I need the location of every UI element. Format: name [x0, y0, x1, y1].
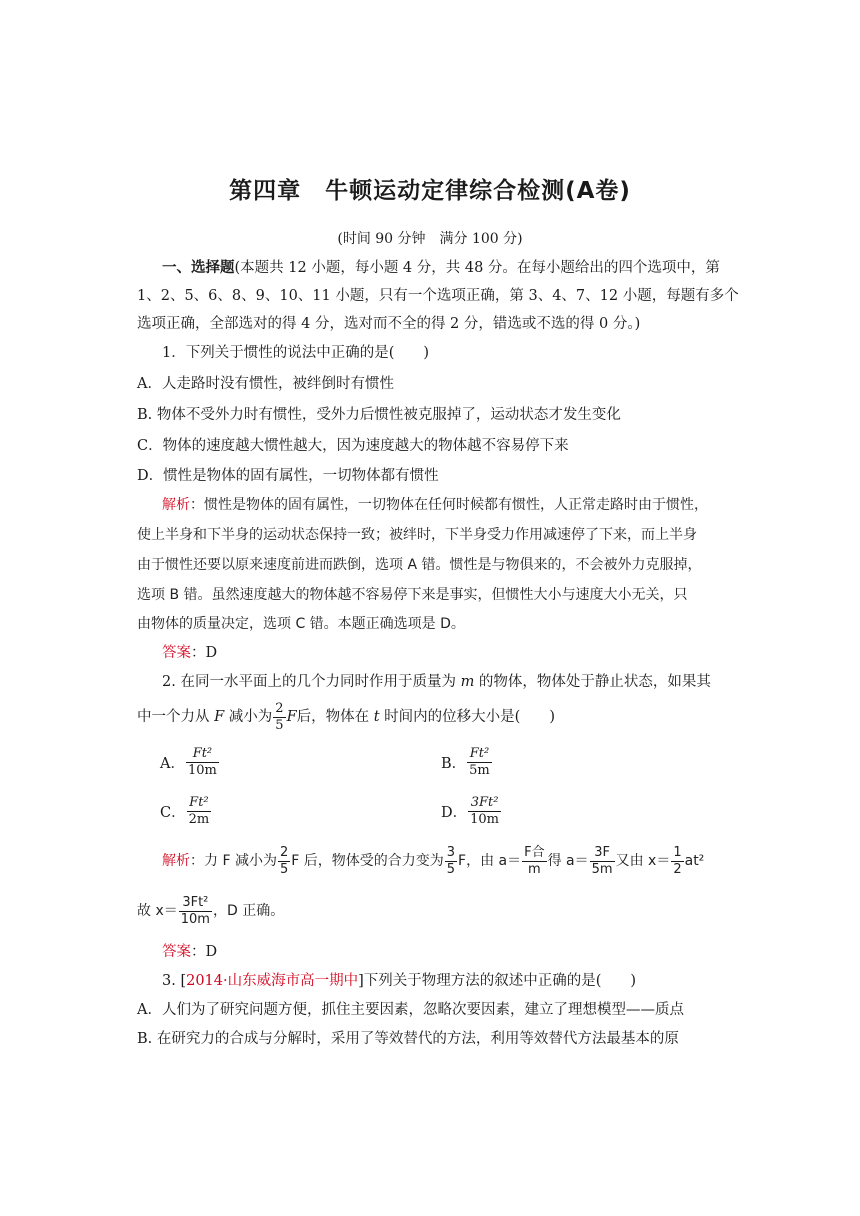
q1-analysis-line-5: 由物体的质量决定，选项 C 错。本题正确选项是 D。	[137, 616, 465, 632]
q3-option-a: A．人们为了研究问题方便，抓住主要因素，忽略次要因素，建立了理想模型——质点	[137, 1002, 684, 1018]
q2-stem-line-1: 2. 在同一水平面上的几个力同时作用于质量为 m 的物体，物体处于静止状态，如果其	[162, 674, 711, 690]
q2-analysis-line-1: 解析：力 F 减小为 $\frac{2}{5}$ F 后，物体受的合力变为 $\frac{3}{5}$ F，由 a＝ $\frac{\text{F合}}{m}$ 得 a＝ $\frac{3F}{5m}$ 又由 x＝ $\frac{1}{2}$ at²	[162, 844, 705, 877]
fraction-two-fifths: $\frac{2}{5}$	[275, 700, 284, 733]
q2-option-d: D． $\frac{\text{3Ft²}}{10m}$	[441, 795, 500, 827]
section-instructions-line-1: 一、选择题(本题共 12 小题，每小题 4 分，共 48 分。在每小题给出的四个选项中，第	[162, 259, 720, 276]
q3-source: 2014·山东威海市高一期中	[186, 973, 359, 989]
page-title: 第四章 牛顿运动定律综合检测(A卷)	[229, 178, 631, 204]
q1-option-c: C．物体的速度越大惯性越大，因为速度越大的物体越不容易停下来	[137, 438, 569, 454]
q1-option-b: B. 物体不受外力时有惯性，受外力后惯性被克服掉了，运动状态才发生变化	[137, 407, 621, 423]
q3-option-b: B. 在研究力的合成与分解时，采用了等效替代的方法，利用等效替代方法最基本的原	[137, 1031, 679, 1047]
section-heading: 一、选择题	[162, 259, 235, 276]
q2-option-b: B． $\frac{\text{Ft²}}{5m}$	[441, 746, 490, 778]
q1-option-d: D．惯性是物体的固有属性，一切物体都有惯性	[137, 468, 439, 484]
q3-stem: 3. [2014·山东威海市高一期中]下列关于物理方法的叙述中正确的是( )	[162, 973, 637, 989]
q1-analysis-line-1: 解析：惯性是物体的固有属性，一切物体在任何时候都有惯性，人正常走路时由于惯性，	[162, 497, 708, 513]
q1-analysis-line-3: 由于惯性还要以原来速度前进而跌倒，选项 A 错。惯性是与物俱来的，不会被外力克服掉，	[137, 557, 702, 573]
q2-answer: 答案：D	[162, 944, 218, 960]
q2-stem-line-2: 中一个力从 F 减小为 $\frac{2}{5}$ F后，物体在 t 时间内的位移大小是( )	[137, 700, 555, 733]
q1-analysis-line-4: 选项 B 错。虽然速度越大的物体越不容易停下来是事实，但惯性大小与速度大小无关，只	[137, 587, 688, 603]
answer-label: 答案	[162, 645, 191, 661]
section-instructions-line-2: 1、2、5、6、8、9、10、11 小题，只有一个选项正确，第 3、4、7、12 小题，每题有多个	[137, 288, 739, 304]
q2-analysis-line-2: 故 x＝ $\frac{\text{3Ft²}}{10m}$ ，D 正确。	[137, 894, 285, 927]
exam-info: (时间 90 分钟 满分 100 分)	[337, 231, 523, 247]
q1-analysis-line-2: 使上半身和下半身的运动状态保持一致；被绊时，下半身受力作用减速停了下来，而上半身	[137, 527, 697, 543]
q1-stem: 1．下列关于惯性的说法中正确的是( )	[162, 345, 430, 361]
q2-option-c: C． $\frac{\text{Ft²}}{2m}$	[160, 795, 210, 827]
analysis-label: 解析	[162, 497, 190, 513]
section-instructions-line-3: 选项正确，全部选对的得 4 分，选对而不全的得 2 分，错选或不选的得 0 分。)	[137, 316, 641, 332]
q2-option-a: A． $\frac{\text{Ft²}}{10m}$	[160, 746, 217, 778]
q1-option-a: A．人走路时没有惯性，被绊倒时有惯性	[137, 376, 394, 392]
q1-answer: 答案：D	[162, 645, 218, 661]
